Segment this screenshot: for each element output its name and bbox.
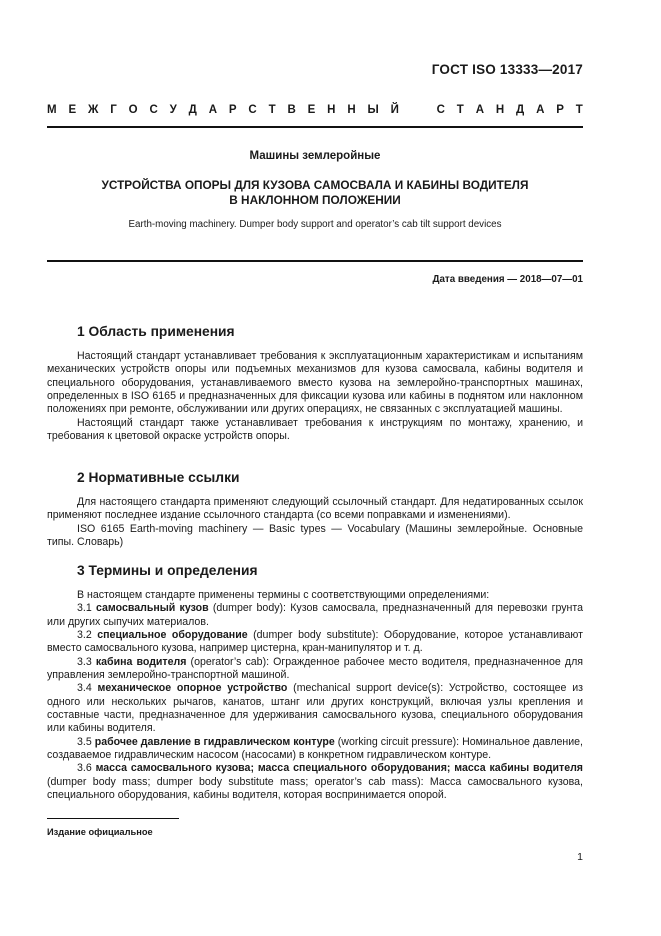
term-name: механическое опорное устройство — [97, 682, 288, 695]
section-2 — [47, 470, 583, 549]
term-number: 3.6 — [77, 762, 92, 775]
banner-letter: Т — [575, 104, 583, 116]
term-number: 3.2 — [77, 629, 92, 642]
section-1-paragraph-2: Настоящий стандарт также устанавливает требования к инструкциям по монтажу, хранению, и требования к цветовой окраске устройств опоры. — [47, 416, 583, 443]
banner-letter: Д — [188, 104, 197, 116]
section-3 — [47, 563, 583, 803]
banner-letter: А — [536, 104, 545, 116]
banner-letter: Т — [268, 104, 276, 116]
banner-letter: М — [47, 104, 57, 116]
term-text: (operator’s cab): Огражденное рабочее место водителя, предназначенное для управления землеройно-транспортной машиной. — [47, 655, 583, 682]
banner-letter: Т — [456, 104, 464, 116]
banner-letter: Ы — [367, 104, 379, 116]
banner-letter: Г — [110, 104, 117, 116]
term-name: кабина водителя — [95, 655, 187, 668]
document-code: ГОСТ ISO 13333—2017 — [431, 62, 583, 77]
term-name: масса самосвального кузова; масса специального оборудования; масса кабины водителя — [95, 762, 583, 775]
term-text: (dumper body substitute): Оборудование, которое устанавливают вместо самосвального кузова, например цистерна, кран-манипулятор и т. д. — [47, 629, 583, 655]
term-number: 3.4 — [77, 682, 92, 695]
term-number: 3.1 — [77, 602, 92, 615]
banner-letter: Ж — [87, 104, 99, 116]
footer-rule — [47, 818, 179, 819]
term-name: рабочее давление в гидравлическом контуре — [94, 735, 335, 748]
banner-letter: Н — [327, 104, 336, 116]
banner-letter: Р — [556, 104, 564, 116]
term-text: (mechanical support device(s): Устройство, состоящее из одного или нескольких рычагов, канатов, штанг или других конструкций, включая узлы крепления и составные части, предназначенное для удерживания самосвального кузова, специального оборудования или кабины водителя. — [47, 682, 583, 735]
section-2-paragraph-2: ISO 6165 Earth-moving machinery — Basic types — Vocabulary (Машины землеройные. Основные типы. Словарь) — [47, 522, 583, 549]
banner-letter: В — [287, 104, 296, 116]
banner-letter: О — [128, 104, 138, 116]
interstate-standard-banner — [47, 104, 583, 116]
banner-letter: Н — [495, 104, 505, 116]
term-definition — [47, 602, 583, 629]
term-definition — [47, 736, 583, 763]
term-number: 3.5 — [77, 735, 92, 748]
section-1-paragraph-1: Настоящий стандарт устанавливает требования к эксплуатационным характеристикам и испытаниям механических устройств опоры или подъемных механизмов для кузова самосвала, кабины водителя и специального оборудования, устанавливаемого вместо кузова на землеройно-транспортных машинах, определенных в ISO 6165 и предназначенных для фиксации кузова или кабины в поднятом или наклонном положениях при ремонте, обслуживании или других операциях, не связанных с эксплуатацией машины. — [47, 350, 583, 416]
term-name: самосвальный кузов — [96, 602, 209, 615]
term-name: специальное оборудование — [97, 629, 248, 642]
banner-letter: А — [208, 104, 218, 116]
section-2-heading: 2 Нормативные ссылки — [77, 470, 240, 485]
title-bottom-rule — [47, 260, 583, 262]
subtitle-ru: Машины землеройные — [249, 150, 381, 162]
banner-letter: А — [475, 104, 484, 116]
title-ru-line1: УСТРОЙСТВА ОПОРЫ ДЛЯ КУЗОВА САМОСВАЛА И КАБИНЫ ВОДИТЕЛЯ — [101, 178, 529, 192]
banner-letter: С — [149, 104, 158, 116]
term-text: (working circuit pressure): Номинальное давление, создаваемое гидравлическим насосом (насосами) в конкретном гидравлическом контуре. — [47, 735, 583, 762]
banner-letter: Й — [390, 104, 399, 116]
title-ru — [47, 178, 583, 207]
term-definition — [47, 629, 583, 656]
term-text: (dumper body): Кузов самосвала, предназначенный для перевозки грунта или других сыпучих материалов. — [47, 602, 584, 628]
section-2-paragraph-1: Для настоящего стандарта применяют следующий ссылочный стандарт. Для недатированных ссылок применяют последнее издание ссылочного стандарта (со всеми поправками и изменениями). — [47, 496, 583, 522]
page-number: 1 — [577, 851, 583, 863]
section-3-intro: В настоящем стандарте применены термины с соответствующими определениями: — [77, 589, 490, 601]
banner-letter: Д — [516, 104, 525, 116]
section-1 — [47, 324, 583, 443]
edition-note: Издание официальное — [47, 827, 153, 837]
section-3-heading: 3 Термины и определения — [77, 563, 258, 578]
term-definition — [47, 656, 583, 683]
banner-word-gap — [411, 104, 425, 116]
term-number: 3.3 — [77, 655, 92, 668]
banner-letter: Е — [307, 104, 316, 116]
term-definition — [47, 682, 583, 735]
banner-letter: Р — [228, 104, 237, 116]
banner-letter: Е — [68, 104, 77, 116]
banner-letter: С — [248, 104, 257, 116]
term-definition — [47, 762, 583, 802]
top-rule — [47, 126, 583, 128]
introduction-date: Дата введения — 2018—07—01 — [432, 274, 583, 285]
term-text: (dumper body mass; dumper body substitute mass; operator’s cab mass): Масса самосвального кузова, специального оборудования, кабины водителя, которая воспринимается опорой. — [47, 775, 583, 802]
terms-list — [47, 602, 583, 802]
section-1-heading: 1 Область применения — [77, 324, 235, 339]
banner-letter: У — [169, 104, 177, 116]
title-en: Earth-moving machinery. Dumper body support and operator’s cab tilt support devices — [128, 219, 502, 230]
banner-letter: Н — [347, 104, 356, 116]
title-ru-line2: В НАКЛОННОМ ПОЛОЖЕНИИ — [229, 192, 401, 207]
banner-letter: С — [436, 104, 445, 116]
